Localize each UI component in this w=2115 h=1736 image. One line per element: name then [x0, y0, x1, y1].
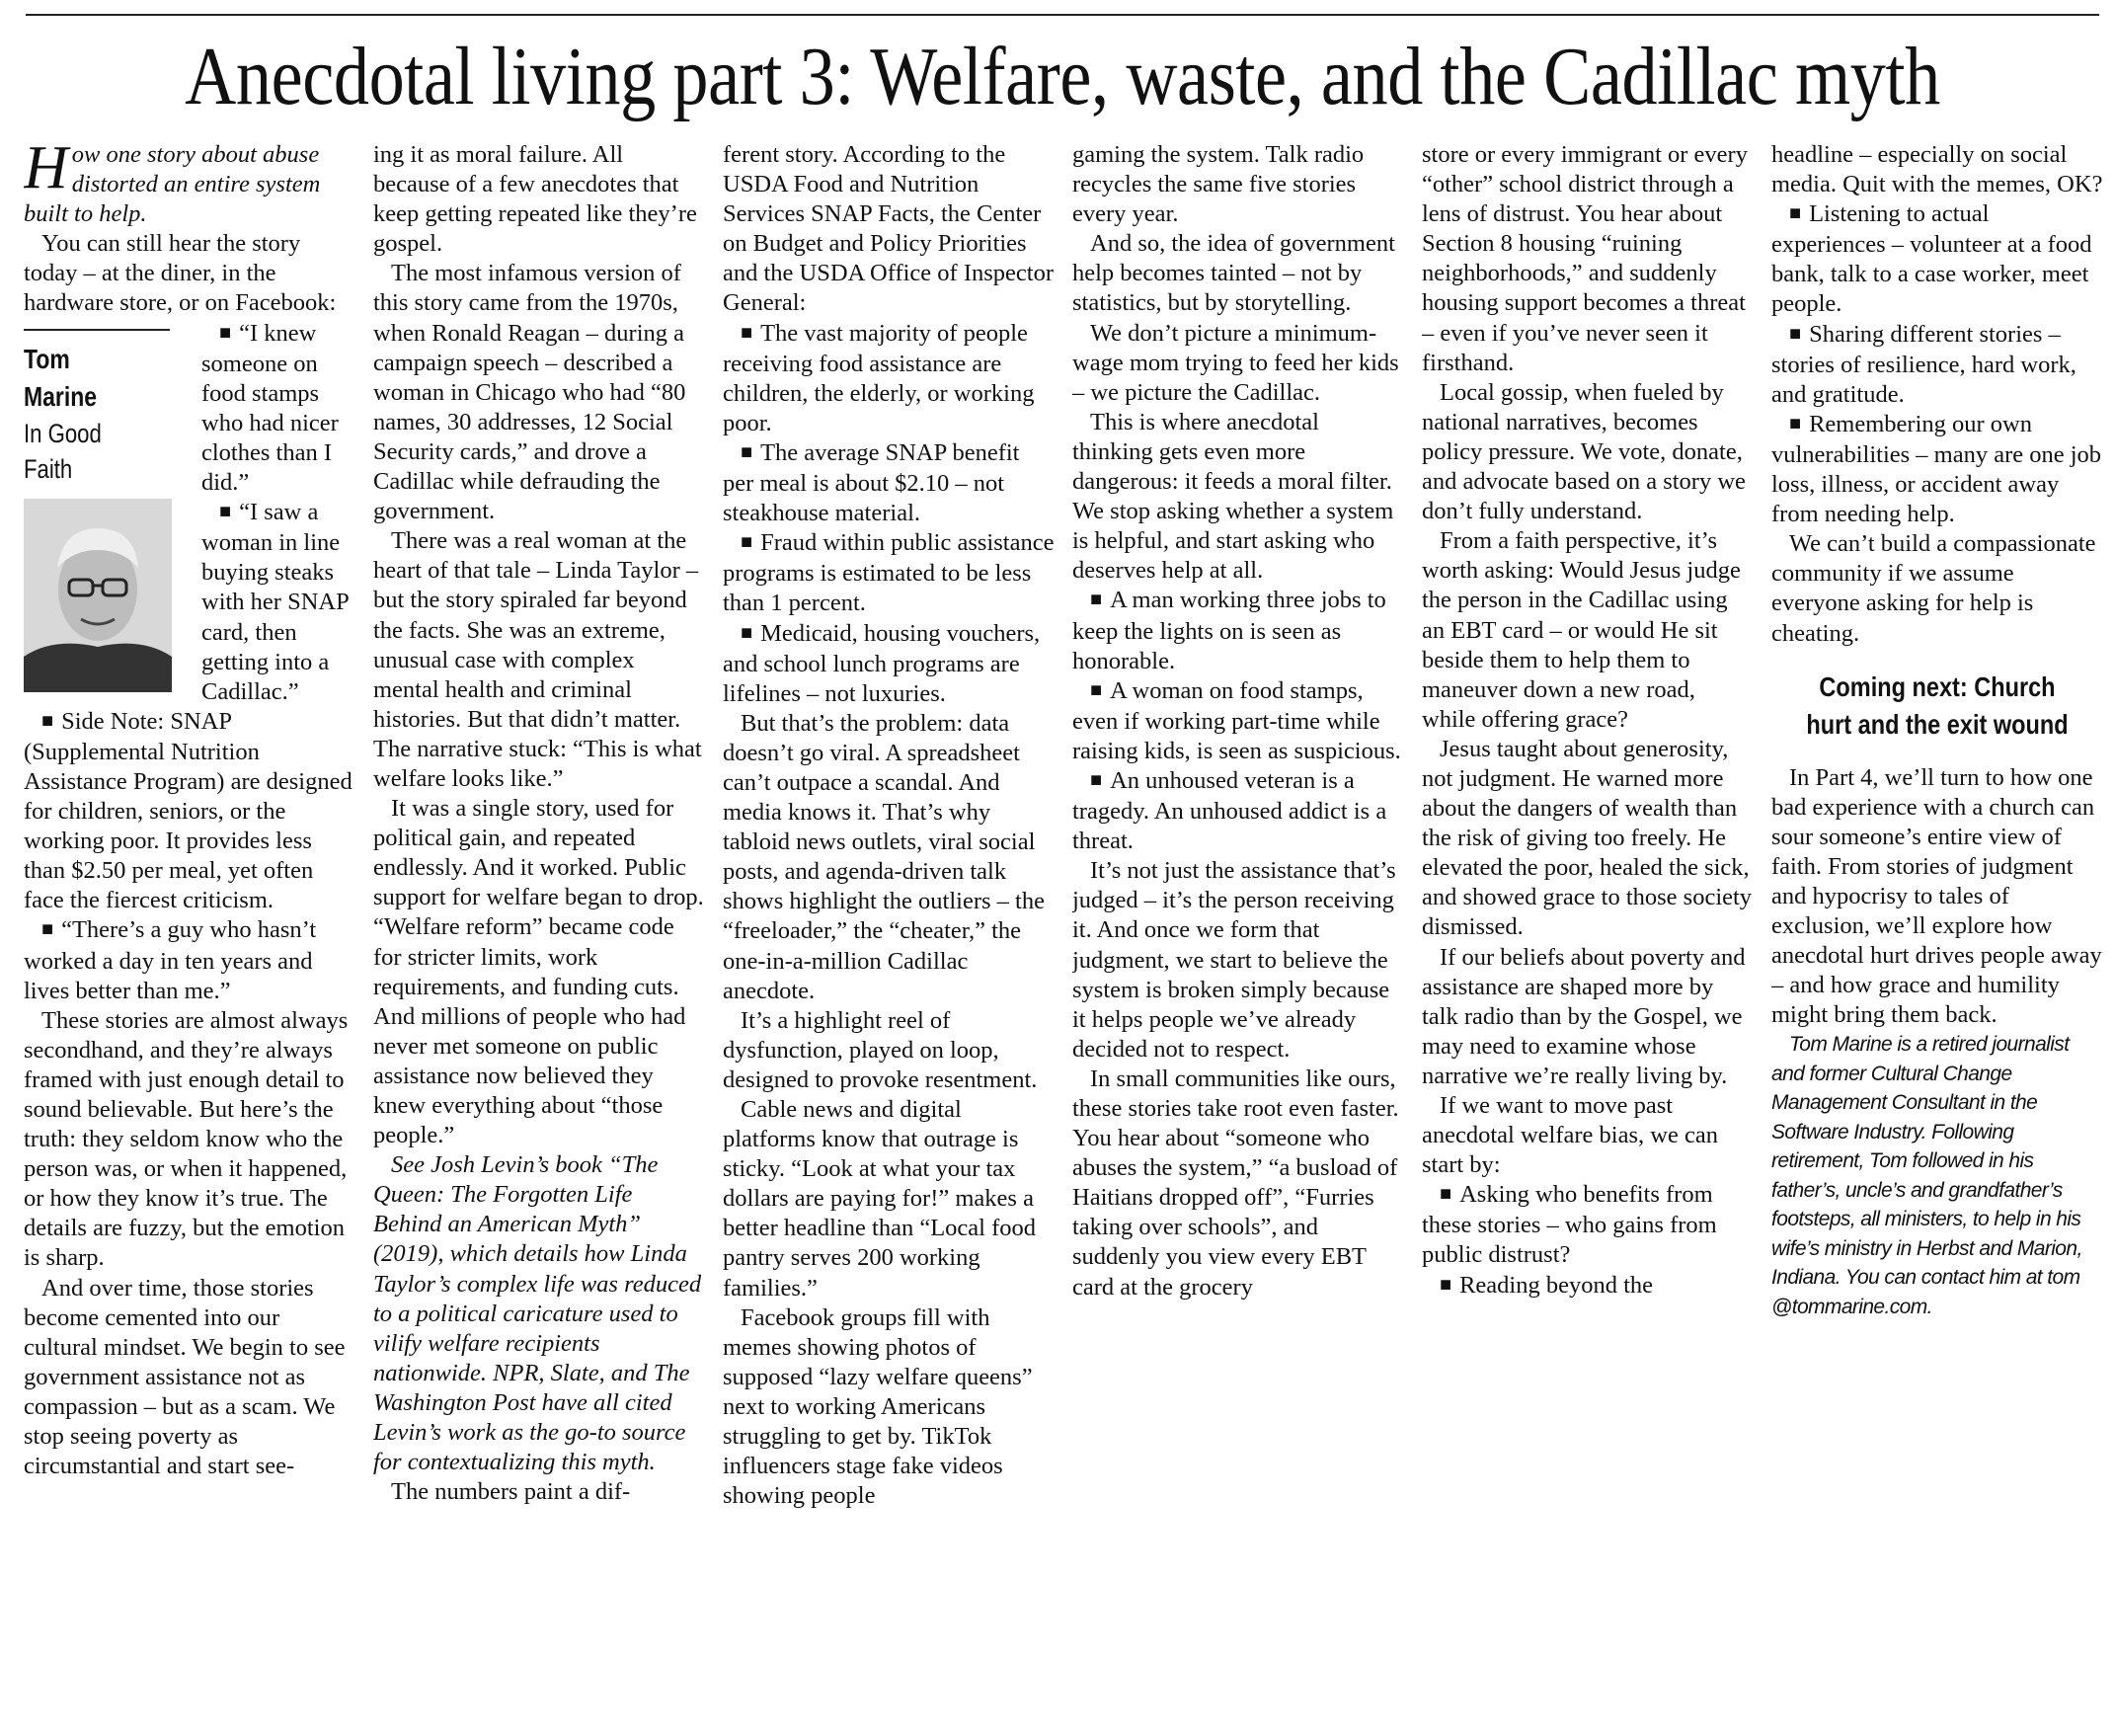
paragraph: If we want to move past anecdotal welfare bias, we can start by:	[1422, 1092, 1718, 1179]
author-first-name: Tom	[24, 343, 70, 374]
paragraph: We can’t build a compassionate community if we assume everyone asking for help is cheating.	[1771, 530, 2096, 647]
author-photo	[24, 499, 172, 692]
column-1	[24, 140, 355, 1732]
paragraph: You can still hear the story today – at the diner, in the hardware store, or on Facebook:	[24, 230, 337, 317]
bullet-item: ■ “I knew someone on food stamps who had nicer clothes than I did.”	[24, 319, 355, 499]
paragraph: Cable news and digital platforms know that outrage is sticky. “Look at what your tax dollars are paying for!” makes a better headline than “Local food pantry serves 200 working families.”	[723, 1096, 1036, 1302]
paragraph: Facebook groups fill with memes showing photos of supposed “lazy welfare queens” next to working Americans struggling to get by. TikTok influencers stage fake videos showing people	[723, 1303, 1033, 1510]
bullet-item: ■ A man working three jobs to keep the lights on is seen as honorable.	[1072, 586, 1404, 675]
bullet-item: ■ Medicaid, housing vouchers, and school lunch programs are lifelines – not luxuries.	[723, 619, 1055, 709]
column-3	[723, 140, 1055, 1732]
paragraph: Local gossip, when fueled by national narratives, becomes policy pressure. We vote, donate, and advocate based on a story we don’t fully understand.	[1422, 378, 1746, 525]
bullet-item: ■ Side Note: SNAP (Supplemental Nutrition Assistance Program) are designed for children, seniors, or the working poor. It provides less than $2.50 per meal, yet often face the fiercest criticism.	[24, 707, 355, 916]
paragraph: But that’s the problem: data doesn’t go viral. A spreadsheet can’t outpace a scandal. And media knows it. That’s why tabloid news outlets, viral social posts, and agenda-driven talk shows highlight the outliers – the “freeloader,” the “cheater,” the one-in-a-million Cadillac anecdote.	[723, 709, 1045, 1004]
column-name-line2: Faith	[24, 453, 73, 484]
deck-text: ow one story about abuse distorted an entire system built to help.	[24, 141, 321, 228]
bullet-item: ■ The vast majority of people receiving food assistance are children, the elderly, or working poor.	[723, 319, 1055, 438]
coming-next-text: In Part 4, we’ll turn to how one bad experience with a church can sour someone’s entire view of faith. From stories of judgment and hypocrisy to tales of exclusion, we’ll explore how anecdotal hurt drives people away – and how grace and humility might bring them back.	[1771, 763, 2102, 1029]
paragraph: It’s a highlight reel of dysfunction, played on loop, designed to provoke resentment.	[723, 1006, 1038, 1093]
bullet-item: ■ Listening to actual experiences – volunteer at a food bank, talk to a case worker, meet people.	[1771, 199, 2103, 319]
coming-next-heading-line2: hurt and the exit wound	[1806, 708, 2069, 740]
author-bio: Tom Marine is a retired journalist and former Cultural Change Management Consultant in the Software Industry. Following retirement, Tom followed in his father’s, uncle’s and grandfather’s footsteps, all ministers, to help in his wife’s ministry in Herbst and Marion, Indiana. You can contact him at tom @tommarine.com.	[1771, 1033, 2082, 1318]
column-name-line1: In Good	[24, 418, 102, 448]
paragraph: In small communities like ours, these stories take root even faster. You hear about “someone who abuses the system,” “a busload of Haitians dropped off”, “Furries taking over schools”, and suddenly you view every EBT card at the grocery	[1072, 1065, 1399, 1301]
bullet-item: ■ Fraud within public assistance programs is estimated to be less than 1 percent.	[723, 528, 1055, 618]
paragraph: Jesus taught about generosity, not judgment. He warned more about the dangers of wealth than the risk of giving too freely. He elevated the poor, healed the sick, and showed grace to those society dismissed.	[1422, 735, 1753, 941]
coming-next-heading-line1: Coming next: Church	[1819, 671, 2056, 702]
paragraph: The most infamous version of this story came from the 1970s, when Ronald Reagan – during a campaign speech – described a woman in Chicago who had “80 names, 30 addresses, 12 Social Security cards,” and drove a Cadillac while defrauding the government.	[373, 260, 686, 525]
paragraph: ferent story. According to the USDA Food and Nutrition Services SNAP Facts, the Center on Budget and Policy Priorities and the USDA Office of Inspector General:	[723, 141, 1054, 317]
author-last-name: Marine	[24, 380, 98, 412]
paragraph: From a faith perspective, it’s worth asking: Would Jesus judge the person in the Cadillac using an EBT card – or would He sit beside them to help them to maneuver down a new road, while offering grace?	[1422, 527, 1741, 733]
bullet-item: ■ An unhoused veteran is a tragedy. An unhoused addict is a threat.	[1072, 766, 1404, 856]
byline-box	[24, 325, 190, 692]
paragraph: This is where anecdotal thinking gets even more dangerous: it feeds a moral filter. We stop asking whether a system is helpful, and start asking who deserves help at all.	[1072, 408, 1394, 585]
headline: Anecdotal living part 3: Welfare, waste, and the Cadillac myth	[185, 31, 1940, 122]
column-6	[1771, 140, 2103, 1732]
bullet-item: ■ “I saw a woman in line buying steaks with her SNAP card, then getting into a Cadillac.”	[24, 498, 355, 707]
paragraph: There was a real woman at the heart of that tale – Linda Taylor – but the story spiraled far beyond the facts. She was an extreme, unusual case with complex mental health and criminal histories. But that didn’t matter. The narrative stuck: “This is what welfare looks like.”	[373, 527, 702, 792]
deck-dropcap: H	[24, 140, 68, 201]
paragraph: The numbers paint a dif-	[391, 1478, 631, 1506]
paragraph: It was a single story, used for political gain, and repeated endlessly. And it worked. Public support for welfare began to drop. “Welfare reform” became code for stricter limits, work requirements, and funding cuts. And millions of people who had never met someone on public assistance now believed they knew everything about “those people.”	[373, 795, 704, 1149]
column-5	[1422, 140, 1754, 1732]
column-4	[1072, 140, 1404, 1732]
column-2	[373, 140, 705, 1732]
bullet-item: ■ The average SNAP benefit per meal is about $2.10 – not steakhouse material.	[723, 438, 1055, 528]
bullet-item: ■ A woman on food stamps, even if working part-time while raising kids, is seen as suspicious.	[1072, 676, 1404, 766]
paragraph: If our beliefs about poverty and assistance are shaped more by talk radio than by the Gospel, we may need to examine whose narrative we’re really living by.	[1422, 943, 1746, 1089]
paragraph: And over time, those stories become cemented into our cultural mindset. We begin to see government assistance not as compassion – but as a scam. We stop seeing poverty as circumstantial and start see-	[24, 1274, 346, 1480]
bullet-item: ■ Reading beyond the	[1422, 1271, 1754, 1302]
paragraph: store or every immigrant or every “other” school district through a lens of distrust. You hear about Section 8 housing “ruining neighborhoods,” and suddenly housing support becomes a threat – even if you’ve never seen it firsthand.	[1422, 141, 1748, 376]
coming-next-heading	[1798, 669, 2076, 744]
bullet-item: ■ Sharing different stories – stories of resilience, hard work, and gratitude.	[1771, 320, 2103, 410]
byline-rule	[24, 329, 170, 331]
paragraph: These stories are almost always secondhand, and they’re always framed with just enough detail to sound believable. But here’s the truth: they seldom know who the person was, or when it happened, or how they know it’s true. The details are fuzzy, but the emotion is sharp.	[24, 1006, 349, 1272]
author-portrait-icon	[24, 499, 172, 692]
paragraph: ing it as moral failure. All because of a few anecdotes that keep getting repeated like they’re gospel.	[373, 141, 697, 258]
top-rule	[26, 14, 2099, 16]
paragraph: It’s not just the assistance that’s judged – it’s the person receiving it. And once we form that judgment, we start to believe the system is broken simply because it helps people we’ve already decided not to respect.	[1072, 857, 1396, 1063]
paragraph: headline – especially on social media. Quit with the memes, OK?	[1771, 141, 2103, 198]
deck	[24, 140, 355, 229]
bullet-item: ■ Asking who benefits from these stories – who gains from public distrust?	[1422, 1180, 1754, 1270]
paragraph: gaming the system. Talk radio recycles the same five stories every year.	[1072, 141, 1365, 228]
bullet-item: ■ “There’s a guy who hasn’t worked a day in ten years and lives better than me.”	[24, 915, 355, 1005]
paragraph: And so, the idea of government help becomes tainted – not by statistics, but by storytelling.	[1072, 230, 1395, 317]
book-note: See Josh Levin’s book “The Queen: The Forgotten Life Behind an American Myth” (2019), which details how Linda Taylor’s complex life was reduced to a political caricature used to vilify welfare recipients nationwide. NPR, Slate, and The Washington Post have all cited Levin’s work as the go-to source for contextualizing this myth.	[373, 1151, 702, 1476]
paragraph: We don’t picture a minimum-wage mom trying to feed her kids – we picture the Cadillac.	[1072, 319, 1399, 406]
bullet-item: ■ Remembering our own vulnerabilities – many are one job loss, illness, or accident away from needing help.	[1771, 410, 2103, 529]
